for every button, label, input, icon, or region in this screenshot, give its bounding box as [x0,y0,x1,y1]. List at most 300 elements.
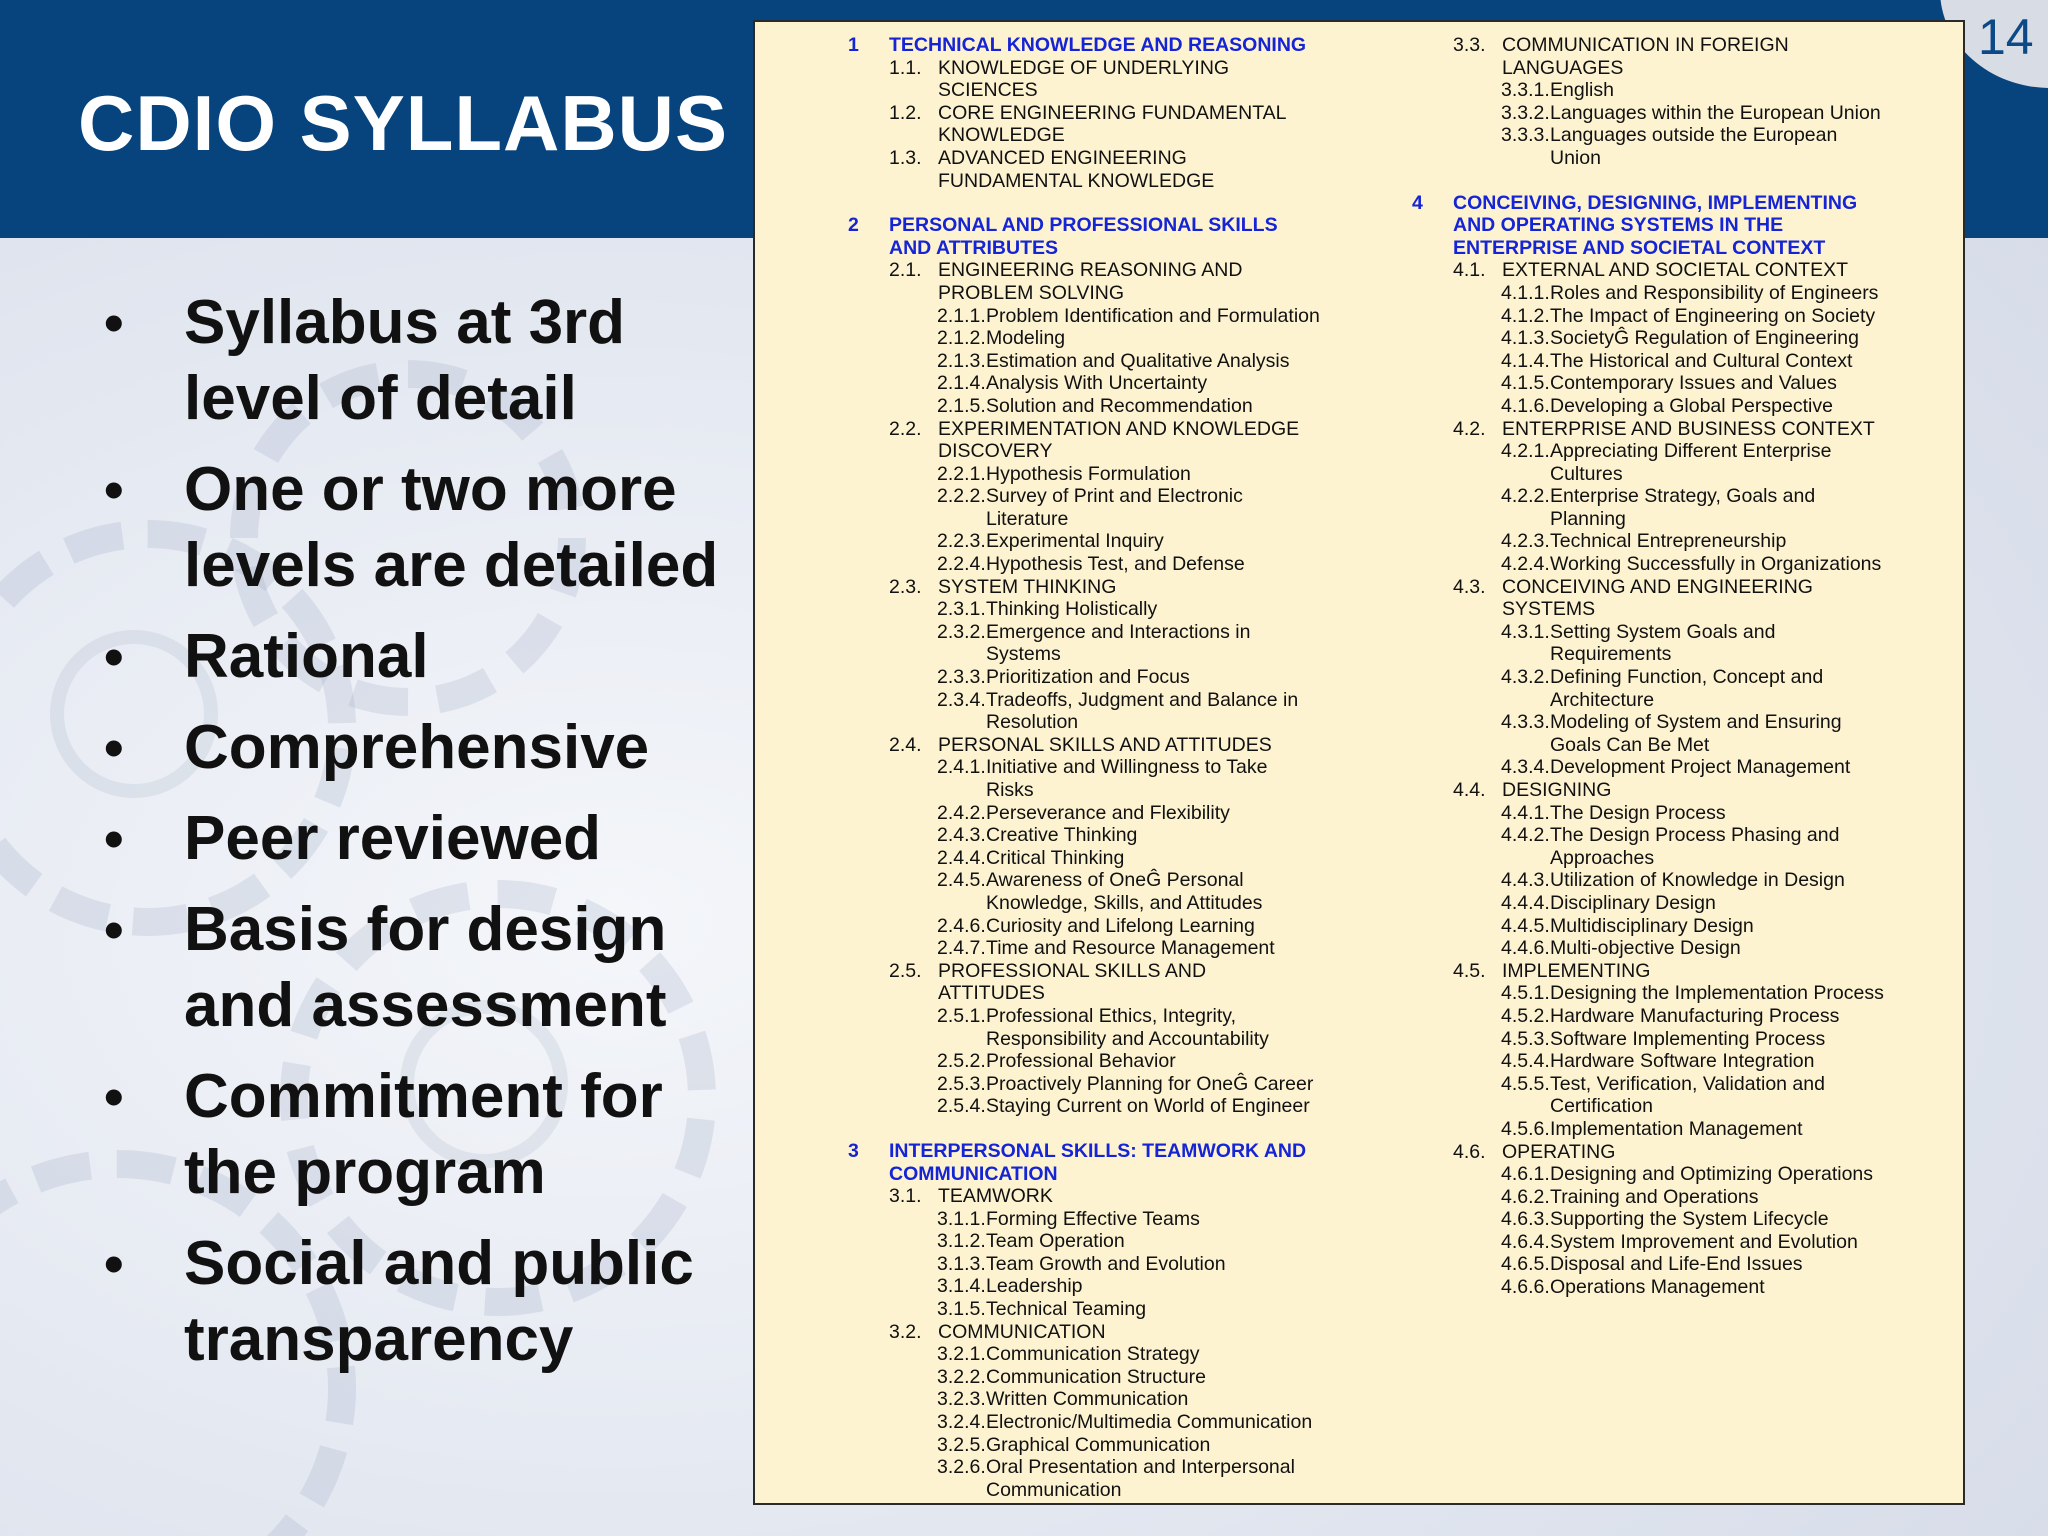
item-text: Forming Effective Teams [986,1207,1200,1230]
page-number: 14 [1978,9,2034,65]
bullet-text: Basis for design and assessment [184,895,667,1040]
item-text: Survey of Print and Electronic [986,485,1243,508]
syllabus-topic [1412,1186,1912,1209]
syllabus-topic [1412,395,1912,418]
item-text: Technical Teaming [986,1298,1147,1321]
item-number: 4.1.6. [1501,394,1550,417]
item-number: 1.1. [889,56,922,79]
item-text: Emergence and Interactions in [986,620,1251,643]
syllabus-topic [848,553,1328,576]
item-number: 4.5.2. [1501,1004,1550,1027]
syllabus-subsection [1412,34,1912,79]
syllabus-topic [848,1230,1328,1253]
item-text: Defining Function, Concept and [1550,666,1824,689]
bullet-text: Peer reviewed [184,804,602,873]
syllabus-subsection [848,576,1328,599]
item-number: 3.2.3. [937,1388,986,1411]
item-text: FUNDAMENTAL KNOWLEDGE [938,169,1215,192]
syllabus-topic [848,1366,1328,1389]
item-text: SocietyĜ Regulation of Engineering [1550,327,1859,350]
syllabus-topic [848,915,1328,938]
item-text: TECHNICAL KNOWLEDGE AND REASONING [889,34,1307,56]
bullet-text: One or two more levels are detailed [184,455,719,600]
item-text: Cultures [1550,462,1623,485]
item-number: 3.3. [1453,34,1486,56]
syllabus-topic [848,869,1328,914]
syllabus-topic [848,1073,1328,1096]
item-text: Utilization of Knowledge in Design [1550,869,1845,892]
item-number: 4.1.5. [1501,372,1550,395]
item-number: 4.6.3. [1501,1208,1550,1231]
item-number: 4.5.3. [1501,1027,1550,1050]
item-text: Development Project Management [1550,756,1851,779]
item-text: Working Successfully in Organizations [1550,553,1882,576]
syllabus-topic [1412,824,1912,869]
item-text: Hardware Manufacturing Process [1550,1004,1840,1027]
item-number: 2.4.4. [937,846,986,869]
syllabus-topic [1412,440,1912,485]
item-text: Disposal and Life-End Issues [1550,1253,1803,1276]
syllabus-topic [1412,327,1912,350]
item-text: CONCEIVING, DESIGNING, IMPLEMENTING [1453,191,1858,214]
item-text: IMPLEMENTING [1502,959,1651,982]
section-spacer [848,1118,1328,1140]
syllabus-topic [1412,79,1912,102]
item-text: Developing a Global Perspective [1550,394,1833,417]
syllabus-topic [848,1434,1328,1457]
item-text: Languages outside the European [1550,124,1838,147]
item-text: Hypothesis Formulation [986,462,1191,485]
syllabus-section [848,1140,1328,1185]
item-number: 3.1.4. [937,1275,986,1298]
item-text: Communication Structure [986,1365,1207,1388]
item-text: Certification [1550,1095,1653,1118]
item-text: Designing and Optimizing Operations [1550,1163,1874,1186]
item-text: Creative Thinking [986,824,1138,847]
item-text: SYSTEM THINKING [938,575,1117,598]
syllabus-topic [1412,621,1912,666]
item-number: 4.3.4. [1501,756,1550,779]
item-text: PROFESSIONAL SKILLS AND [938,959,1207,982]
item-text: Planning [1550,507,1626,530]
bullet-marker: • [104,807,124,870]
item-number: 2.5.2. [937,1050,986,1073]
item-text: Resolution [986,711,1079,734]
item-number: 4.2. [1453,417,1486,440]
syllabus-topic [1412,1028,1912,1051]
item-number: 1 [848,34,859,56]
item-number: 4.3.3. [1501,711,1550,734]
item-number: 3.2. [889,1320,922,1343]
syllabus-topic [1412,1118,1912,1141]
item-text: COMMUNICATION [889,1162,1058,1185]
item-text: Written Communication [986,1388,1189,1411]
item-text: TEAMWORK [938,1185,1053,1208]
item-text: Perseverance and Flexibility [986,801,1230,824]
item-number: 2.1.5. [937,394,986,417]
item-number: 4.5.6. [1501,1117,1550,1140]
item-text: Estimation and Qualitative Analysis [986,349,1290,372]
item-text: LANGUAGES [1502,56,1624,79]
item-text: Requirements [1550,643,1672,666]
bullet-text: Rational [184,622,429,691]
syllabus-topic [848,485,1328,530]
syllabus-subsection [848,57,1328,102]
item-number: 4.5.1. [1501,982,1550,1005]
bullet-marker: • [104,1065,124,1128]
item-text: Hypothesis Test, and Defense [986,553,1245,576]
item-text: Software Implementing Process [1550,1027,1826,1050]
item-number: 4.2.1. [1501,440,1550,463]
syllabus-subsection [848,102,1328,147]
syllabus-subsection [1412,576,1912,621]
bullet-item [100,892,740,1044]
item-text: Graphical Communication [986,1433,1211,1456]
item-text: EXPERIMENTATION AND KNOWLEDGE [938,417,1300,440]
item-text: Literature [986,507,1069,530]
syllabus-topic [1412,915,1912,938]
item-text: Supporting the System Lifecycle [1550,1208,1829,1231]
item-number: 4.6. [1453,1140,1486,1163]
item-text: CORE ENGINEERING FUNDAMENTAL [938,101,1287,124]
syllabus-subsection [1412,1141,1912,1164]
syllabus-topic [848,305,1328,328]
item-number: 4.6.5. [1501,1253,1550,1276]
syllabus-topic [848,463,1328,486]
syllabus-section [848,214,1328,259]
syllabus-topic [848,621,1328,666]
syllabus-subsection [848,1321,1328,1344]
bullet-item [100,1226,740,1378]
item-number: 4.4.6. [1501,937,1550,960]
item-text: Union [1550,146,1601,169]
bullet-marker: • [104,458,124,521]
syllabus-topic [848,689,1328,734]
item-text: SCIENCES [938,79,1038,102]
item-text: ATTITUDES [938,982,1045,1005]
item-number: 2.2.1. [937,462,986,485]
item-text: KNOWLEDGE OF UNDERLYING [938,56,1230,79]
item-text: Communication [986,1478,1122,1501]
item-text: AND OPERATING SYSTEMS IN THE [1453,214,1784,237]
item-number: 2.1.4. [937,372,986,395]
syllabus-topic [848,1343,1328,1366]
item-number: 4.5. [1453,959,1486,982]
item-text: DESIGNING [1502,779,1612,801]
item-text: Modeling of System and Ensuring [1550,711,1842,734]
item-number: 2 [848,214,859,237]
item-number: 2.1.3. [937,349,986,372]
item-number: 2.4.7. [937,937,986,960]
item-number: 4.3.1. [1501,620,1550,643]
item-text: Modeling [986,327,1066,350]
syllabus-topic [1412,124,1912,169]
item-number: 2.3. [889,575,922,598]
syllabus-subsection [848,147,1328,192]
bullet-text: Commitment for the program [184,1062,663,1207]
syllabus-subsection [848,960,1328,1005]
syllabus-topic [1412,869,1912,892]
item-text: Training and Operations [1550,1185,1759,1208]
item-text: EXTERNAL AND SOCIETAL CONTEXT [1502,259,1849,282]
syllabus-topic [1412,102,1912,125]
item-text: Experimental Inquiry [986,530,1164,553]
item-number: 4.1.3. [1501,327,1550,350]
item-number: 1.3. [889,146,922,169]
item-text: Multi-objective Design [1550,937,1741,960]
item-number: 2.5.4. [937,1095,986,1118]
item-number: 3.2.6. [937,1456,986,1479]
item-text: PERSONAL SKILLS AND ATTITUDES [938,733,1272,756]
syllabus-topic [848,598,1328,621]
item-number: 4.3. [1453,575,1486,598]
syllabus-subsection [848,734,1328,757]
item-number: 2.1.2. [937,327,986,350]
item-text: COMMUNICATION IN FOREIGN [1502,34,1789,56]
item-text: Professional Ethics, Integrity, [986,1004,1236,1027]
item-text: The Impact of Engineering on Society [1550,304,1876,327]
syllabus-topic [848,1208,1328,1231]
item-text: Analysis With Uncertainty [986,372,1208,395]
syllabus-topic [1412,1208,1912,1231]
syllabus-document [753,20,1965,1505]
item-text: Enterprise Strategy, Goals and [1550,485,1816,508]
slide-title: CDIO SYLLABUS [78,79,729,167]
bullet-marker: • [104,1232,124,1295]
syllabus-topic [1412,372,1912,395]
item-number: 4 [1412,191,1423,214]
item-text: Responsibility and Accountability [986,1027,1269,1050]
syllabus-topic [1412,485,1912,530]
syllabus-topic [1412,937,1912,960]
item-text: Systems [986,643,1061,666]
item-number: 4.4.1. [1501,801,1550,824]
item-number: 4.1. [1453,259,1486,282]
item-text: Team Growth and Evolution [986,1252,1226,1275]
syllabus-topic [848,756,1328,801]
item-text: Tradeoffs, Judgment and Balance in [986,688,1299,711]
syllabus-topic [848,1005,1328,1050]
item-number: 2.2.4. [937,553,986,576]
item-text: The Design Process [1550,801,1726,824]
bullet-item [100,1059,740,1211]
item-number: 3.1. [889,1185,922,1208]
item-text: Critical Thinking [986,846,1125,869]
syllabus-column-2 [1412,34,1912,1299]
syllabus-topic [848,824,1328,847]
syllabus-topic [848,1298,1328,1321]
item-number: 3.3.3. [1501,124,1550,147]
syllabus-topic [1412,1276,1912,1299]
syllabus-topic [1412,892,1912,915]
item-number: 2.3.1. [937,598,986,621]
item-text: Architecture [1550,688,1655,711]
item-number: 2.1.1. [937,304,986,327]
syllabus-topic [1412,1005,1912,1028]
item-number: 2.5.1. [937,1004,986,1027]
syllabus-topic [1412,282,1912,305]
syllabus-topic [848,847,1328,870]
section-spacer [848,192,1328,214]
bullet-text: Comprehensive [184,713,650,782]
item-text: Approaches [1550,846,1655,869]
item-text: AND ATTRIBUTES [889,236,1058,259]
item-number: 3.1.5. [937,1298,986,1321]
item-text: Goals Can Be Met [1550,733,1710,756]
item-number: 4.4. [1453,779,1486,801]
item-text: Setting System Goals and [1550,620,1776,643]
item-number: 3.3.2. [1501,101,1550,124]
item-text: Risks [986,779,1034,801]
item-text: Thinking Holistically [986,598,1158,621]
item-text: Knowledge, Skills, and Attitudes [986,891,1263,914]
item-text: ENTERPRISE AND BUSINESS CONTEXT [1502,417,1875,440]
bullet-item [100,452,740,604]
bullet-marker: • [104,625,124,688]
item-number: 2.4. [889,733,922,756]
item-text: The Historical and Cultural Context [1550,349,1853,372]
item-number: 2.4.5. [937,869,986,892]
item-text: Curiosity and Lifelong Learning [986,914,1255,937]
syllabus-topic [848,1095,1328,1118]
item-number: 4.4.5. [1501,914,1550,937]
item-text: Electronic/Multimedia Communication [986,1411,1313,1434]
syllabus-topic [848,1456,1328,1501]
syllabus-topic [1412,350,1912,373]
item-text: Technical Entrepreneurship [1550,530,1787,553]
bullet-item [100,285,740,437]
item-text: Multidisciplinary Design [1550,914,1754,937]
bullet-item [100,710,740,786]
syllabus-topic [1412,1231,1912,1254]
item-number: 2.4.3. [937,824,986,847]
item-text: Problem Identification and Formulation [986,304,1320,327]
bullet-item [100,801,740,877]
item-text: CONCEIVING AND ENGINEERING [1502,575,1813,598]
syllabus-topic [1412,756,1912,779]
item-text: Team Operation [986,1230,1125,1253]
item-number: 4.2.3. [1501,530,1550,553]
item-text: English [1550,79,1614,102]
syllabus-topic [848,1275,1328,1298]
item-number: 3.1.1. [937,1207,986,1230]
item-number: 4.1.4. [1501,349,1550,372]
syllabus-subsection [1412,779,1912,802]
syllabus-topic [1412,711,1912,756]
item-text: Professional Behavior [986,1050,1176,1073]
item-number: 3.2.5. [937,1433,986,1456]
item-number: 4.3.2. [1501,666,1550,689]
item-text: Prioritization and Focus [986,666,1190,689]
bullet-marker: • [104,898,124,961]
item-text: The Design Process Phasing and [1550,824,1840,847]
item-text: Solution and Recommendation [986,394,1253,417]
item-text: Proactively Planning for OneĜ Career [986,1072,1314,1095]
item-text: DISCOVERY [938,440,1053,463]
item-number: 2.4.2. [937,801,986,824]
item-text: ADVANCED ENGINEERING [938,146,1187,169]
item-text: ENTERPRISE AND SOCIETAL CONTEXT [1453,236,1826,259]
item-number: 4.4.2. [1501,824,1550,847]
item-number: 2.1. [889,259,922,282]
item-text: Languages within the European Union [1550,101,1881,124]
bullet-marker: • [104,716,124,779]
item-text: Hardware Software Integration [1550,1050,1815,1073]
syllabus-subsection [848,1185,1328,1208]
item-number: 4.2.4. [1501,553,1550,576]
syllabus-topic [848,666,1328,689]
item-text: Awareness of OneĜ Personal [986,869,1244,892]
section-spacer [1412,170,1912,192]
item-text: PERSONAL AND PROFESSIONAL SKILLS [889,214,1278,237]
syllabus-topic [1412,982,1912,1005]
item-number: 4.6.2. [1501,1185,1550,1208]
syllabus-topic [848,802,1328,825]
item-text: Designing the Implementation Process [1550,982,1884,1005]
syllabus-subsection [1412,960,1912,983]
item-text: Staying Current on World of Engineer [986,1095,1310,1118]
syllabus-section [1412,192,1912,260]
item-number: 3 [848,1139,859,1162]
syllabus-column-1 [848,34,1328,1501]
item-text: Contemporary Issues and Values [1550,372,1837,395]
syllabus-subsection [848,259,1328,304]
syllabus-topic [1412,1253,1912,1276]
syllabus-topic [1412,666,1912,711]
item-number: 2.3.4. [937,688,986,711]
item-number: 4.4.3. [1501,869,1550,892]
item-text: Time and Resource Management [986,937,1275,960]
syllabus-topic [848,1388,1328,1411]
syllabus-topic [1412,1050,1912,1073]
item-number: 3.1.3. [937,1252,986,1275]
item-number: 3.2.1. [937,1343,986,1366]
item-text: Oral Presentation and Interpersonal [986,1456,1295,1479]
item-number: 3.1.2. [937,1230,986,1253]
item-text: Operations Management [1550,1276,1765,1299]
syllabus-topic [1412,1163,1912,1186]
syllabus-topic [1412,553,1912,576]
item-text: Implementation Management [1550,1117,1803,1140]
item-number: 2.2.2. [937,485,986,508]
item-text: Test, Verification, Validation and [1550,1072,1825,1095]
item-number: 4.1.1. [1501,281,1550,304]
item-text: INTERPERSONAL SKILLS: TEAMWORK AND [889,1139,1307,1162]
syllabus-topic [848,1253,1328,1276]
item-number: 4.4.4. [1501,891,1550,914]
item-text: Initiative and Willingness to Take [986,756,1268,779]
item-number: 2.2. [889,417,922,440]
item-text: PROBLEM SOLVING [938,281,1125,304]
item-text: Leadership [986,1275,1083,1298]
syllabus-topic [848,1050,1328,1073]
syllabus-topic [848,350,1328,373]
syllabus-subsection [848,418,1328,463]
item-number: 4.5.5. [1501,1072,1550,1095]
syllabus-topic [848,395,1328,418]
item-number: 2.3.2. [937,620,986,643]
item-text: ENGINEERING REASONING AND [938,259,1243,282]
item-number: 3.3.1. [1501,79,1550,102]
bullet-text: Social and public transparency [184,1229,694,1374]
item-number: 2.4.6. [937,914,986,937]
item-number: 2.5.3. [937,1072,986,1095]
bullet-text: Syllabus at 3rd level of detail [184,288,626,433]
bullet-list [100,285,740,1393]
syllabus-topic [848,372,1328,395]
item-number: 4.1.2. [1501,304,1550,327]
item-number: 4.6.1. [1501,1163,1550,1186]
